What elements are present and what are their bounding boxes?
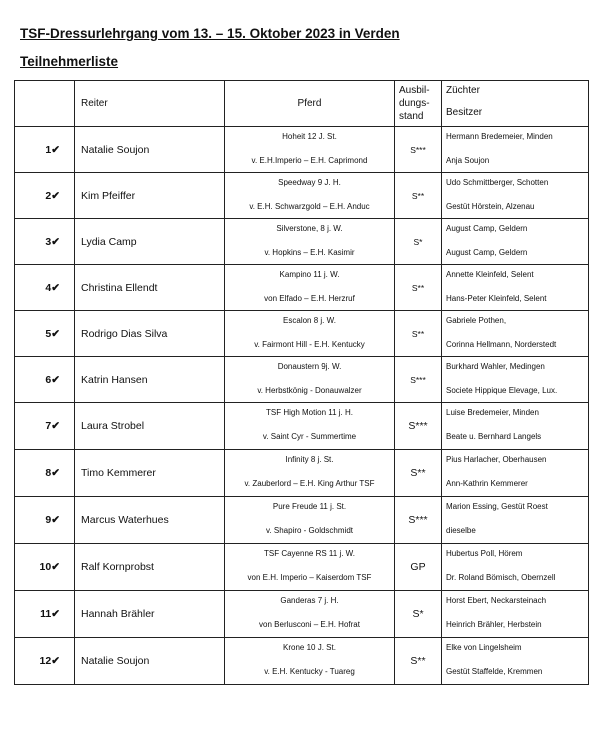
owner: August Camp, Geldern: [446, 247, 528, 257]
rider-name: Kim Pfeiffer: [75, 173, 225, 219]
owner: Gestüt Hörstein, Alzenau: [446, 201, 535, 211]
horse-pedigree: von Elfado – E.H. Herzruf: [264, 293, 355, 303]
horse-pedigree: v. E.H.Imperio – E.H. Caprimond: [251, 155, 368, 165]
breeder-owner-cell: [442, 497, 589, 544]
owner: Societe Hippique Elevage, Lux.: [446, 385, 558, 395]
owner: Dr. Roland Bömisch, Obernzell: [446, 573, 556, 582]
breeder-owner-cell: [442, 403, 589, 450]
row-number: 12✔: [15, 638, 75, 685]
horse-name: Pure Freude 11 j. St.: [272, 502, 347, 511]
breeder-owner-cell: [442, 219, 589, 265]
breeder: Udo Schmittberger, Schotten: [446, 177, 549, 187]
row-number: 9✔: [15, 497, 75, 544]
header-stand-line-2: dungs-: [399, 98, 430, 109]
horse-name: Speedway 9 J. H.: [278, 177, 341, 187]
horse-name: TSF High Motion 11 j. H.: [266, 408, 353, 417]
breeder: Horst Ebert, Neckarsteinach: [446, 596, 547, 605]
horse-cell: [225, 497, 395, 544]
horse-pedigree: v. Hopkins – E.H. Kasimir: [264, 247, 355, 257]
breeder: Luise Bredemeier, Minden: [446, 408, 539, 417]
rider-name: Lydia Camp: [75, 219, 225, 265]
rider-name: Ralf Kornprobst: [75, 544, 225, 591]
horse-cell: [225, 450, 395, 497]
rider-name: Laura Strobel: [75, 403, 225, 450]
training-level: S**: [395, 173, 442, 219]
table-row: [15, 544, 589, 591]
horse-pedigree: v. Zauberlord – E.H. King Arthur TSF: [244, 479, 375, 488]
row-number: 11✔: [15, 591, 75, 638]
training-level: S***: [395, 403, 442, 450]
training-level: S**: [395, 265, 442, 311]
document-title: TSF-Dressurlehrgang vom 13. – 15. Oktober 2023 in Verden: [20, 26, 400, 41]
row-number: 8✔: [15, 450, 75, 497]
breeder-owner-cell: [442, 311, 589, 357]
breeder: Annette Kleinfeld, Selent: [446, 269, 534, 279]
horse-name: Ganderas 7 j. H.: [280, 596, 339, 605]
horse-name: Escalon 8 j. W.: [283, 315, 336, 325]
horse-name: Kampino 11 j. W.: [279, 269, 340, 279]
owner: Corinna Hellmann, Norderstedt: [446, 339, 557, 349]
horse-cell: [225, 127, 395, 173]
horse-cell: [225, 544, 395, 591]
breeder: August Camp, Geldern: [446, 223, 528, 233]
table-row: [15, 357, 589, 403]
horse-pedigree: von E.H. Imperio – Kaiserdom TSF: [247, 573, 372, 582]
row-number: 2✔: [15, 173, 75, 219]
document-subtitle: Teilnehmerliste: [20, 54, 119, 69]
training-level: S*: [395, 591, 442, 638]
training-level: S**: [395, 311, 442, 357]
horse-pedigree: v. Herbstkönig - Donauwalzer: [257, 385, 362, 395]
training-level: S*: [395, 219, 442, 265]
breeder: Burkhard Wahler, Medingen: [446, 361, 545, 371]
breeder: Pius Harlacher, Oberhausen: [446, 455, 547, 464]
row-number: 1✔: [15, 127, 75, 173]
horse-cell: [225, 403, 395, 450]
owner: Gestüt Staffelde, Kremmen: [446, 667, 543, 676]
table-header-row: [15, 81, 589, 127]
horse-name: TSF Cayenne RS 11 j. W.: [264, 549, 355, 558]
header-stand-line-3: stand: [399, 111, 424, 122]
rider-name: Hannah Brähler: [75, 591, 225, 638]
owner: Beate u. Bernhard Langels: [446, 432, 542, 441]
training-level: S***: [395, 127, 442, 173]
horse-pedigree: v. E.H. Schwarzgold – E.H. Anduc: [249, 201, 370, 211]
row-number: 5✔: [15, 311, 75, 357]
rider-name: Marcus Waterhues: [75, 497, 225, 544]
breeder: Hermann Bredemeier, Minden: [446, 131, 553, 141]
training-level: S**: [395, 450, 442, 497]
table-row: [15, 403, 589, 450]
table-row: [15, 497, 589, 544]
owner: Ann-Kathrin Kemmerer: [446, 479, 528, 488]
header-number: [15, 81, 75, 127]
rider-name: Timo Kemmerer: [75, 450, 225, 497]
table-row: [15, 591, 589, 638]
horse-cell: [225, 591, 395, 638]
table-row: [15, 127, 589, 173]
horse-name: Infinity 8 j. St.: [285, 455, 334, 464]
breeder-owner-cell: [442, 357, 589, 403]
header-zuechter: Züchter: [446, 84, 480, 96]
rider-name: Natalie Soujon: [75, 127, 225, 173]
owner: Anja Soujon: [446, 155, 490, 165]
table-row: [15, 173, 589, 219]
training-level: S***: [395, 357, 442, 403]
table-row: [15, 311, 589, 357]
header-reiter: Reiter: [75, 81, 225, 127]
horse-name: Silverstone, 8 j. W.: [276, 223, 343, 233]
participant-table: [14, 80, 589, 685]
rider-name: Natalie Soujon: [75, 638, 225, 685]
horse-name: Hoheit 12 J. St.: [282, 131, 337, 141]
horse-cell: [225, 357, 395, 403]
training-level: GP: [395, 544, 442, 591]
table-row: [15, 265, 589, 311]
row-number: 4✔: [15, 265, 75, 311]
row-number: 6✔: [15, 357, 75, 403]
horse-name: Donaustern 9j. W.: [277, 361, 342, 371]
rider-name: Katrin Hansen: [75, 357, 225, 403]
row-number: 3✔: [15, 219, 75, 265]
training-level: S**: [395, 638, 442, 685]
horse-cell: [225, 311, 395, 357]
row-number: 7✔: [15, 403, 75, 450]
horse-name: Krone 10 J. St.: [283, 643, 336, 652]
header-stand-line-1: Ausbil-: [399, 85, 430, 96]
horse-pedigree: v. Shapiro - Goldschmidt: [266, 526, 353, 535]
breeder-owner-cell: [442, 173, 589, 219]
breeder-owner-cell: [442, 450, 589, 497]
horse-pedigree: von Berlusconi – E.H. Hofrat: [259, 620, 360, 629]
horse-pedigree: v. Saint Cyr - Summertime: [262, 432, 357, 441]
breeder: Marion Essing, Gestüt Roest: [446, 502, 548, 511]
rider-name: Christina Ellendt: [75, 265, 225, 311]
table-row: [15, 638, 589, 685]
table-row: [15, 219, 589, 265]
rider-name: Rodrigo Dias Silva: [75, 311, 225, 357]
table-row: [15, 450, 589, 497]
horse-pedigree: v. Fairmont Hill - E.H. Kentucky: [254, 339, 365, 349]
owner: Heinrich Brähler, Herbstein: [446, 620, 542, 629]
header-besitzer: Besitzer: [446, 106, 483, 118]
owner: Hans-Peter Kleinfeld, Selent: [446, 293, 547, 303]
training-level: S***: [395, 497, 442, 544]
horse-cell: [225, 219, 395, 265]
breeder-owner-cell: [442, 591, 589, 638]
breeder: Hubertus Poll, Hörem: [446, 549, 523, 558]
breeder: Gabriele Pothen,: [446, 315, 507, 325]
horse-pedigree: v. E.H. Kentucky - Tuareg: [264, 667, 355, 676]
header-pferd: Pferd: [225, 81, 395, 127]
breeder-owner-cell: [442, 265, 589, 311]
owner: dieselbe: [446, 526, 476, 535]
breeder-owner-cell: [442, 127, 589, 173]
horse-cell: [225, 265, 395, 311]
horse-cell: [225, 638, 395, 685]
breeder-owner-cell: [442, 638, 589, 685]
breeder: Elke von Lingelsheim: [446, 643, 522, 652]
horse-cell: [225, 173, 395, 219]
breeder-owner-cell: [442, 544, 589, 591]
header-ausbildungsstand: [395, 81, 442, 127]
row-number: 10✔: [15, 544, 75, 591]
header-zuechter-besitzer: [442, 81, 589, 127]
